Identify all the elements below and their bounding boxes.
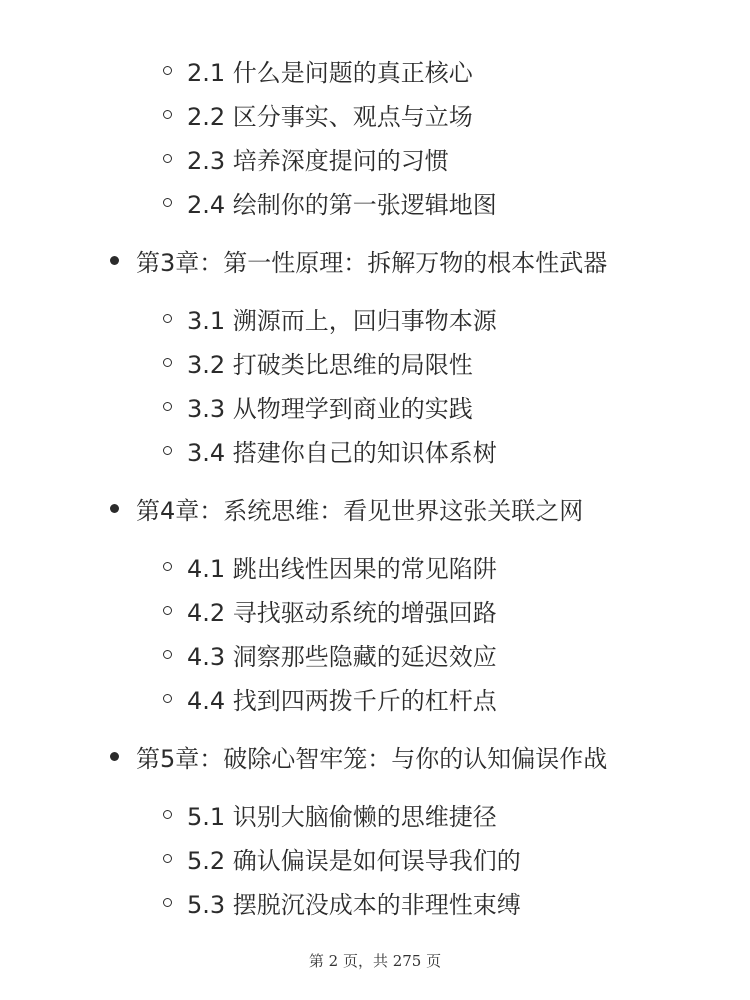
toc-section-item <box>163 794 497 834</box>
circle-bullet-icon <box>163 402 172 411</box>
toc-section-item <box>163 138 449 178</box>
toc-section-label: 3.3 从物理学到商业的实践 <box>187 394 473 423</box>
circle-bullet-icon <box>163 314 172 323</box>
page-footer: 第 2 页，共 275 页 <box>308 952 442 970</box>
toc-section-item <box>163 298 497 338</box>
toc-section-item <box>163 678 497 718</box>
toc-section-item <box>163 430 497 470</box>
toc-section-label: 4.1 跳出线性因果的常见陷阱 <box>187 554 497 583</box>
circle-bullet-icon <box>163 898 172 907</box>
toc-section-label: 5.2 确认偏误是如何误导我们的 <box>187 846 521 875</box>
toc-section-label: 4.4 找到四两拨千斤的杠杆点 <box>187 686 497 715</box>
bullet-icon <box>110 504 119 513</box>
toc-section-item <box>163 182 497 222</box>
toc-section-label: 3.4 搭建你自己的知识体系树 <box>187 438 497 467</box>
circle-bullet-icon <box>163 650 172 659</box>
toc-chapter-item <box>110 488 583 528</box>
circle-bullet-icon <box>163 446 172 455</box>
toc-section-item <box>163 838 521 878</box>
toc-section-label: 3.2 打破类比思维的局限性 <box>187 350 473 379</box>
toc-chapter-label: 第5章：破除心智牢笼：与你的认知偏误作战 <box>136 744 608 773</box>
toc-section-label: 5.1 识别大脑偷懒的思维捷径 <box>187 802 497 831</box>
circle-bullet-icon <box>163 810 172 819</box>
circle-bullet-icon <box>163 562 172 571</box>
toc-chapter-label: 第4章：系统思维：看见世界这张关联之网 <box>136 496 584 525</box>
circle-bullet-icon <box>163 66 172 75</box>
toc-chapter-label: 第3章：第一性原理：拆解万物的根本性武器 <box>136 248 608 277</box>
toc-section-item <box>163 634 497 674</box>
bullet-icon <box>110 256 119 265</box>
toc-section-item <box>163 50 473 90</box>
toc-section-label: 3.1 溯源而上，回归事物本源 <box>187 306 497 335</box>
circle-bullet-icon <box>163 606 172 615</box>
toc-section-item <box>163 342 473 382</box>
circle-bullet-icon <box>163 154 172 163</box>
toc-section-item <box>163 546 497 586</box>
toc-section-item <box>163 94 473 134</box>
bullet-icon <box>110 752 119 761</box>
toc-section-label: 2.1 什么是问题的真正核心 <box>187 58 473 87</box>
circle-bullet-icon <box>163 110 172 119</box>
toc-section-label: 4.2 寻找驱动系统的增强回路 <box>187 598 497 627</box>
toc-section-item <box>163 590 497 630</box>
toc-section-label: 2.2 区分事实、观点与立场 <box>187 102 473 131</box>
toc-chapter-item <box>110 240 607 280</box>
toc-section-label: 2.4 绘制你的第一张逻辑地图 <box>187 190 497 219</box>
circle-bullet-icon <box>163 198 172 207</box>
toc-chapter-item <box>110 736 607 776</box>
toc-section-label: 4.3 洞察那些隐藏的延迟效应 <box>187 642 497 671</box>
toc-section-label: 2.3 培养深度提问的习惯 <box>187 146 449 175</box>
circle-bullet-icon <box>163 358 172 367</box>
toc-section-item <box>163 386 473 426</box>
toc-section-label: 5.3 摆脱沉没成本的非理性束缚 <box>187 890 521 919</box>
circle-bullet-icon <box>163 694 172 703</box>
toc-section-item <box>163 882 521 922</box>
circle-bullet-icon <box>163 854 172 863</box>
